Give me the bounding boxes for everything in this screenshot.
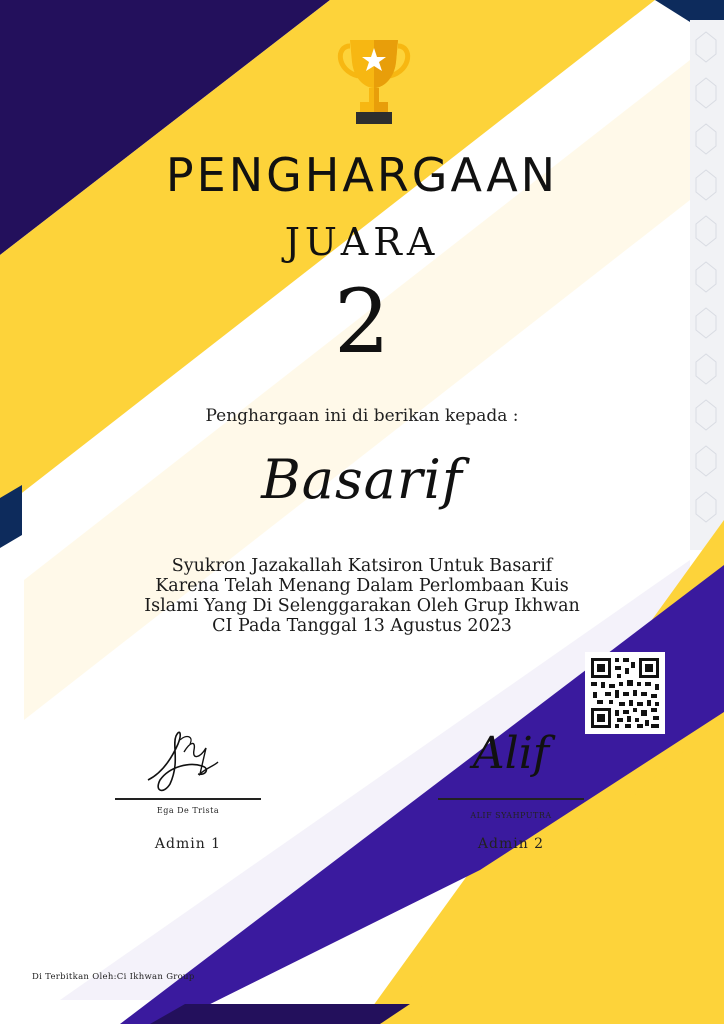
signature-1-role: Admin 1 <box>154 836 222 852</box>
body-line: Karena Telah Menang Dalam Perlombaan Kuis <box>155 576 569 596</box>
certificate-title: PENGHARGAAN <box>165 148 559 202</box>
signature-2-name: ALIF SYAHPUTRA <box>470 811 552 820</box>
publisher-footer: Di Terbitkan Oleh:Ci Ikhwan Group <box>32 972 195 982</box>
trophy-icon <box>336 36 412 126</box>
recipient-name: Basarif <box>261 448 463 511</box>
top-right-blue-shape <box>655 0 724 22</box>
body-line: Islami Yang Di Selenggarakan Oleh Grup Ikhwan <box>144 596 580 616</box>
signature-1-line <box>115 798 261 800</box>
body-line: CI Pada Tanggal 13 Agustus 2023 <box>212 616 512 636</box>
signature-1-graphic <box>140 722 230 797</box>
qr-code-graphic <box>585 652 665 734</box>
signature-2-role: Admin 2 <box>477 836 545 852</box>
signature-1-name: Ega De Trista <box>156 806 220 815</box>
body-line: Syukron Jazakallah Katsiron Untuk Basarif <box>171 556 553 576</box>
bottom-navy-sliver <box>150 1004 410 1024</box>
given-to-text: Penghargaan ini di berikan kepada : <box>205 406 519 426</box>
qr-code-icon <box>585 652 665 734</box>
certificate-body <box>92 556 632 636</box>
signature-2-line <box>438 798 584 800</box>
signature-2-graphic: Alif <box>472 728 550 779</box>
certificate-subtitle: JUARA <box>284 220 440 264</box>
rank-number: 2 <box>334 270 390 373</box>
